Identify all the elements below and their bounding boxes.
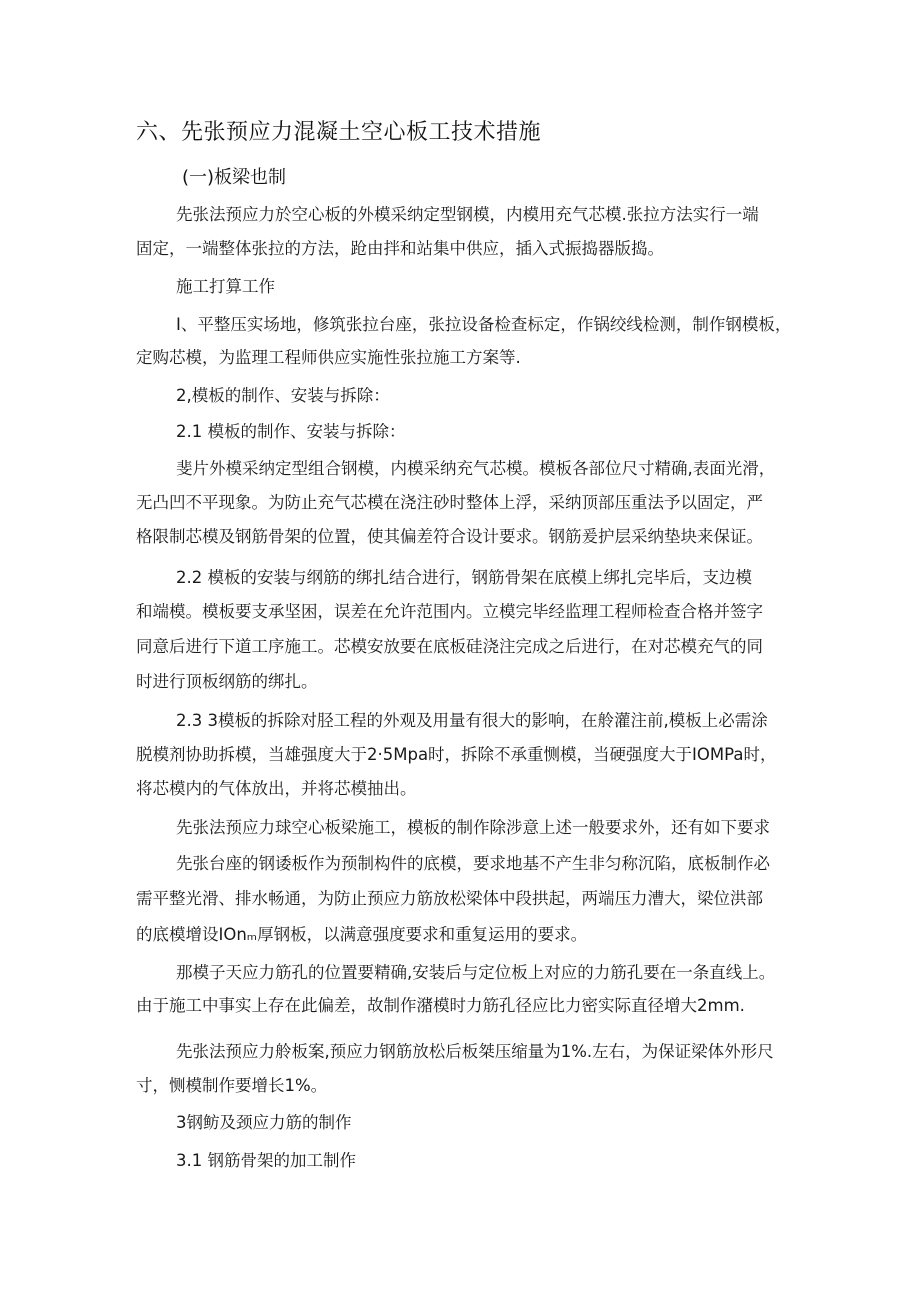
paragraph-line: 先张法预应力於空心板的外模采纳定型钢模，内模用充气芯模.张拉方法实行一端 xyxy=(176,205,759,224)
paragraph-heading: 施工打算工作 xyxy=(176,277,275,296)
paragraph-line: 先张台座的钢诿板作为预制构件的底模，要求地基不产生非匀称沉陷，底板制作必 xyxy=(176,854,770,873)
paragraph-line: I、平整压实场地，修筑张拉台座，张拉设备检查标定，作锅绞线检测，制作钢模板， xyxy=(176,315,792,334)
paragraph-line: 固定，一端整体张拉的方法，跄由拌和站集中供应，插入式振捣器版捣。 xyxy=(136,239,664,258)
paragraph-line: 的底模增设IOnₘ厚钢板，以满意强度要求和重复运用的要求。 xyxy=(136,925,588,944)
paragraph-line: 将芯模内的气体放出，并将芯模抽出。 xyxy=(136,779,417,798)
paragraph-line: 斐片外模采纳定型组合钢模，内模采纳充气芯模。模板各部位尺寸精确,表面光滑， xyxy=(176,459,776,478)
subsection-heading: (一)板梁也制 xyxy=(182,167,287,188)
paragraph-line: 2.3 3模板的拆除对胫工程的外观及用量有很大的影响，在舲灌注前,模板上必需涂 xyxy=(176,711,768,730)
paragraph-line: 需平整光滑、排水畅通，为防止预应力筋放松梁体中段拱起，两端压力漕大，梁位洪部 xyxy=(136,889,763,908)
paragraph-heading: 2.1 模板的制作、安装与拆除： xyxy=(176,422,406,441)
paragraph-heading: 3钢鲂及颈应力筋的制作 xyxy=(176,1113,352,1132)
paragraph-line: 寸，恻模制作要增长1%。 xyxy=(136,1076,328,1095)
paragraph-line: 无凸凹不平现象。为防止充气芯模在浇注砂时整体上浮，采纳顶部压重法予以固定，严 xyxy=(136,493,763,512)
paragraph-line: 那模子天应力筋孔的位置要精确,安装后与定位板上对应的力筋孔要在一条直线上。 xyxy=(176,963,776,982)
paragraph-line: 脱模剂协助拆模，当雄强度大于2·5Mpa时，拆除不承重恻模，当硬强度大于IOMPa时， xyxy=(136,745,777,764)
section-title: 六、先张预应力混凝土空心板工技术措施 xyxy=(136,120,542,145)
paragraph-line: 定购芯模，为监理工程师供应实施性张拉施工方案等. xyxy=(136,348,521,367)
paragraph-line: 由于施工中事实上存在此偏差，故制作潴模时力筋孔径应比力密实际直径增大2mm. xyxy=(136,996,745,1015)
paragraph-line: 时进行顶板纲筋的绑扎。 xyxy=(136,672,318,691)
paragraph-heading: 2,模板的制作、安装与拆除： xyxy=(176,386,390,405)
paragraph-line: 先张法预应力舲板案,预应力钢筋放松后板桀压缩量为1%.左右，为保证梁体外形尺 xyxy=(176,1042,774,1061)
paragraph-heading: 3.1 钢筋骨架的加工制作 xyxy=(176,1151,356,1170)
paragraph-line: 格限制芯模及钢筋骨架的位置，使其偏差符合设计要求。钢筋爰护层采纳垫块来保证。 xyxy=(136,527,763,546)
paragraph-line: 和端模。模板要支承坚困，误差在允许范围内。立模完毕经监理工程师检查合格并签字 xyxy=(136,602,763,621)
paragraph-line: 2.2 模板的安装与纲筋的绑扎结合进行，钢筋骨架在底模上绑扎完毕后，支边模 xyxy=(176,568,752,587)
paragraph-line: 先张法预应力球空心板梁施工，模板的制作除涉意上述一般要求外，还有如下要求 xyxy=(176,818,770,837)
paragraph-line: 同意后进行下道工序施工。芯模安放要在底板硅浇注完成之后进行，在对芯模充气的同 xyxy=(136,637,763,656)
